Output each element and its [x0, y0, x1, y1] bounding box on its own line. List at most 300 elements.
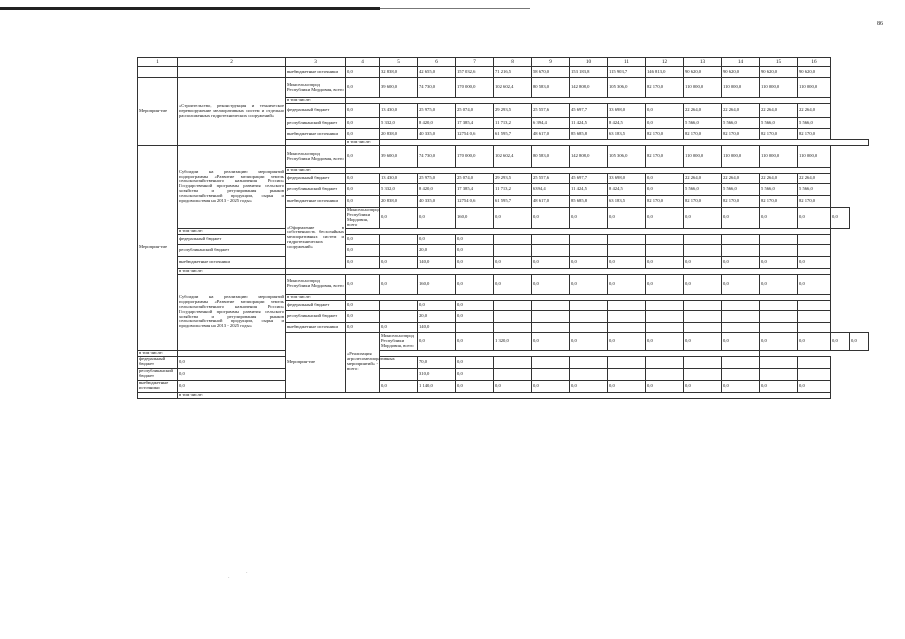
value-cell: 0,0	[380, 208, 418, 229]
value-cell: 0,0	[608, 274, 646, 294]
value-cell: 0,0	[760, 208, 798, 229]
value-cell: 39 600,0	[380, 146, 418, 168]
value-cell: 74 730,0	[418, 146, 456, 168]
value-cell: 170 000,0	[456, 146, 494, 168]
value-cell	[570, 322, 608, 332]
value-cell: 0,0	[684, 380, 722, 392]
header-cell-9: 9	[532, 58, 570, 67]
value-cell: 0,0	[456, 244, 494, 256]
table-row	[138, 392, 869, 398]
value-cell: 0,0	[646, 274, 684, 294]
source-label: Минсельхозпрод Республики Мордовия, всего	[380, 332, 418, 350]
source-label: внебюджетные источники	[286, 196, 346, 208]
source-label: республиканский бюджет	[138, 368, 178, 380]
value-cell: 82 170,0	[760, 196, 798, 208]
value-cell: 5 566,0	[684, 184, 722, 196]
source-label: Минсельхозпрод Республики Мордовия, всего	[286, 78, 346, 98]
source-label: федеральный бюджет	[286, 300, 346, 310]
value-cell: 22 264,0	[798, 174, 831, 184]
value-cell	[646, 356, 684, 368]
source-label: в том числе:	[286, 98, 346, 104]
value-cell: 0,0	[570, 256, 608, 268]
source-label: в том числе:	[138, 350, 178, 356]
value-cell: 0,0	[646, 332, 684, 350]
value-cell: 0,0	[456, 380, 494, 392]
value-cell	[494, 356, 532, 368]
value-cell	[646, 310, 684, 322]
section-label: в том числе:	[178, 392, 286, 398]
value-cell: 0,0	[798, 380, 831, 392]
value-cell	[532, 322, 570, 332]
value-cell: 85 685,8	[570, 196, 608, 208]
value-cell: 110 000,0	[798, 78, 831, 98]
value-cell	[722, 310, 760, 322]
value-cell: 25 557,6	[532, 104, 570, 118]
value-cell: 20 838,0	[380, 196, 418, 208]
empty-cell	[178, 67, 286, 78]
source-label: внебюджетные источники	[138, 380, 178, 392]
value-cell: 0,0	[646, 256, 684, 268]
measure-description: «Реализация агролесомелиоративных мероприятий» - всего:	[346, 332, 380, 392]
value-cell: 0,0	[494, 274, 532, 294]
scan-speck: ·	[228, 576, 230, 581]
value-cell: 0,0	[722, 380, 760, 392]
value-cell: 0,0	[722, 208, 760, 229]
value-cell: 0,0	[684, 256, 722, 268]
header-cell-12: 12	[646, 58, 684, 67]
value-cell: 110 000,0	[684, 78, 722, 98]
header-cell-7: 7	[456, 58, 494, 67]
value-cell	[684, 356, 722, 368]
value-cell: 80 583,0	[532, 146, 570, 168]
value-cell	[380, 244, 418, 256]
value-cell	[570, 368, 608, 380]
value-cell: 142 808,0	[570, 78, 608, 98]
meropriyatie-label: Мероприя-тие	[286, 332, 346, 392]
value-cell: 0,0	[380, 380, 418, 392]
value-cell: 0,0	[178, 368, 286, 380]
empty-cell	[286, 392, 831, 398]
table-row	[138, 78, 869, 98]
section-label: в том числе:	[178, 268, 286, 274]
value-cell: 110 000,0	[722, 146, 760, 168]
value-cell: 0,0	[798, 208, 831, 229]
value-cell: 0,0	[684, 332, 722, 350]
value-cell	[684, 368, 722, 380]
value-cell: 1 140,0	[418, 380, 456, 392]
value-cell: 22 264,0	[722, 104, 760, 118]
value-cell: 0,0	[760, 380, 798, 392]
value-cell	[532, 356, 570, 368]
value-cell: 0,0	[380, 322, 418, 332]
value-cell	[722, 368, 760, 380]
measure-description: «Оформление в собственность бесхозяйных мелиоративных систем и гидротехнических сооружений»	[286, 208, 346, 269]
value-cell: 11 713,2	[494, 184, 532, 196]
value-cell	[646, 368, 684, 380]
header-cell-16: 16	[798, 58, 831, 67]
value-cell: 39 600,0	[380, 78, 418, 98]
value-cell: 82 170,0	[798, 129, 831, 140]
value-cell	[380, 300, 418, 310]
value-cell	[684, 310, 722, 322]
value-cell: 110 000,0	[760, 146, 798, 168]
scan-speck: ·	[246, 571, 248, 576]
value-cell: 0,0	[346, 196, 380, 208]
value-cell: 11 424,5	[570, 184, 608, 196]
value-cell: 22 264,0	[798, 104, 831, 118]
value-cell: 58 670,0	[532, 67, 570, 78]
value-cell: 0,0	[346, 146, 380, 168]
value-cell: 13 430,0	[380, 104, 418, 118]
value-cell: 0,0	[456, 274, 494, 294]
value-cell: 0,0	[346, 174, 380, 184]
table-row	[138, 256, 869, 268]
source-label: Минсельхозпрод Республики Мордовия, всего	[286, 274, 346, 294]
value-cell: 0,0	[178, 356, 286, 368]
value-cell: 0,0	[346, 67, 380, 78]
value-cell	[570, 234, 608, 244]
value-cell	[380, 234, 418, 244]
value-cell: 61 595,7	[494, 129, 532, 140]
value-cell	[760, 322, 798, 332]
value-cell: 0,0	[346, 322, 380, 332]
value-cell: 0,0	[456, 256, 494, 268]
value-cell: 0,0	[532, 274, 570, 294]
value-cell: 82 170,0	[646, 146, 684, 168]
value-cell: 140,0	[418, 322, 456, 332]
value-cell: 0,0	[646, 380, 684, 392]
value-cell: 8 424,5	[608, 118, 646, 129]
measure-description: Субсидии на реализацию мероприятий подпрограммы «Развитие мелиорации земель сельскохозяйственного назначения России» Государственной программы развития сельского хозяйства и регулирования рынков сельскохозяйственной продукции, сырья и продовольствия на 2013 - 2025 годы»	[178, 274, 286, 350]
value-cell: 0,0	[570, 332, 608, 350]
value-cell: 11 713,2	[494, 118, 532, 129]
source-label: республиканский бюджет	[286, 310, 346, 322]
value-cell	[798, 244, 831, 256]
value-cell: 0,0	[494, 256, 532, 268]
value-cell: 20,0	[418, 310, 456, 322]
value-cell	[684, 234, 722, 244]
value-cell: 0,0	[456, 300, 494, 310]
value-cell: 110 000,0	[798, 146, 831, 168]
value-cell: 5 566,0	[798, 118, 831, 129]
value-cell: 8 424,5	[608, 184, 646, 196]
value-cell: 0,0	[798, 332, 831, 350]
header-cell-10: 10	[570, 58, 608, 67]
value-cell	[380, 368, 418, 380]
value-cell: 160,0	[456, 208, 494, 229]
value-cell	[608, 300, 646, 310]
value-cell: 0,0	[346, 300, 380, 310]
value-cell: 22 264,0	[684, 174, 722, 184]
value-cell: 0,0	[418, 208, 456, 229]
value-cell: 0,0	[646, 208, 684, 229]
scan-top-bar	[0, 7, 380, 10]
value-cell: 74 730,0	[418, 78, 456, 98]
value-cell	[722, 356, 760, 368]
value-cell: 0,0	[494, 380, 532, 392]
value-cell: 12754 0,6	[456, 196, 494, 208]
value-cell: 1 320,0	[494, 332, 532, 350]
value-cell: 0,0	[494, 208, 532, 229]
value-cell: 0,0	[346, 104, 380, 118]
value-cell: 0,0	[570, 380, 608, 392]
value-cell: 70,0	[418, 356, 456, 368]
value-cell: 90 620,0	[798, 67, 831, 78]
table-row	[138, 274, 869, 294]
value-cell: 0,0	[532, 332, 570, 350]
value-cell	[798, 356, 831, 368]
value-cell: 142 808,0	[570, 146, 608, 168]
value-cell: 48 617,0	[532, 129, 570, 140]
value-cell	[494, 300, 532, 310]
value-cell: 0,0	[608, 380, 646, 392]
value-cell	[798, 234, 831, 244]
value-cell: 0,0	[722, 256, 760, 268]
value-cell	[570, 244, 608, 256]
value-cell: 0,0	[418, 332, 456, 350]
value-cell	[684, 322, 722, 332]
value-cell	[798, 310, 831, 322]
value-cell: 102 602,4	[494, 146, 532, 168]
measure-description: «Строительство, реконструкция и техническое перевооружение мелиоративных систем и отдельно расположенных гидротехнических сооружений»	[178, 78, 286, 146]
value-cell	[646, 322, 684, 332]
value-cell: 82 170,0	[684, 196, 722, 208]
value-cell	[494, 368, 532, 380]
value-cell	[798, 300, 831, 310]
source-label: республиканский бюджет	[286, 184, 346, 196]
value-cell: 0,0	[380, 274, 418, 294]
value-cell: 110 000,0	[722, 78, 760, 98]
source-label: Минсельхозпрод Республики Мордовия, всего	[347, 207, 381, 227]
source-label: в том числе:	[286, 294, 346, 300]
value-cell: 45 697,7	[570, 174, 608, 184]
value-cell: 0,0	[346, 256, 380, 268]
value-cell	[570, 300, 608, 310]
section-label: в том числе:	[346, 140, 380, 146]
value-cell: 82 170,0	[646, 129, 684, 140]
value-cell: 8 420,0	[418, 184, 456, 196]
value-cell: 0,0	[532, 256, 570, 268]
value-cell: 71 216,5	[494, 67, 532, 78]
value-cell: 42 655,0	[418, 67, 456, 78]
value-cell: 82 170,0	[760, 129, 798, 140]
value-cell: 12754 0,6	[456, 129, 494, 140]
value-cell: 61 595,7	[494, 196, 532, 208]
header-cell-1: 1	[138, 58, 178, 67]
value-cell: 82 170,0	[646, 196, 684, 208]
value-cell: 5 566,0	[722, 184, 760, 196]
empty-cell	[138, 392, 178, 398]
value-cell: 102 602,4	[494, 78, 532, 98]
source-label: в том числе:	[178, 228, 286, 234]
value-cell: 0,0	[646, 104, 684, 118]
value-cell	[608, 322, 646, 332]
header-cell-15: 15	[760, 58, 798, 67]
value-cell	[494, 322, 532, 332]
value-cell: 0,0	[608, 256, 646, 268]
value-cell	[570, 310, 608, 322]
page-number: 86	[877, 21, 883, 27]
value-cell: 20,0	[418, 244, 456, 256]
value-cell: 140,0	[418, 256, 456, 268]
value-cell	[380, 310, 418, 322]
value-cell: 25 557,6	[532, 174, 570, 184]
value-cell	[760, 300, 798, 310]
value-cell	[532, 244, 570, 256]
value-cell: 0,0	[684, 274, 722, 294]
value-cell: 110 000,0	[760, 78, 798, 98]
value-cell	[532, 234, 570, 244]
value-cell: 22 264,0	[760, 174, 798, 184]
value-cell: 82 170,0	[722, 129, 760, 140]
value-cell: 8 420,0	[418, 118, 456, 129]
value-cell	[456, 322, 494, 332]
value-cell: 0,0	[178, 380, 286, 392]
value-cell	[722, 244, 760, 256]
value-cell: 85 685,8	[570, 129, 608, 140]
value-cell	[684, 300, 722, 310]
value-cell: 90 620,0	[684, 67, 722, 78]
header-cell-5: 5	[380, 58, 418, 67]
value-cell: 25 975,0	[418, 174, 456, 184]
value-cell: 63 183,5	[608, 196, 646, 208]
value-cell: 0,0	[646, 118, 684, 129]
value-cell	[494, 234, 532, 244]
value-cell: 0,0	[418, 234, 456, 244]
source-label: в том числе:	[286, 168, 346, 174]
value-cell: 0,0	[608, 332, 646, 350]
value-cell: 153 183,8	[570, 67, 608, 78]
value-cell: 90 620,0	[760, 67, 798, 78]
value-cell	[608, 244, 646, 256]
value-cell: 20 838,0	[380, 129, 418, 140]
value-cell: 40 335,0	[418, 129, 456, 140]
value-cell	[570, 356, 608, 368]
value-cell: 157 032,6	[456, 67, 494, 78]
source-label: федеральный бюджет	[286, 104, 346, 118]
meropriyatie-label: Мероприя-тие	[138, 78, 178, 146]
source-label: внебюджетные источники	[286, 322, 346, 332]
value-cell	[798, 322, 831, 332]
value-cell: 0,0	[346, 274, 380, 294]
value-cell	[798, 368, 831, 380]
value-cell: 0,0	[760, 332, 798, 350]
value-cell: 13 430,0	[380, 174, 418, 184]
value-cell: 25 074,0	[456, 104, 494, 118]
value-cell	[760, 310, 798, 322]
source-label: республиканский бюджет	[178, 244, 286, 256]
table-row	[138, 67, 869, 78]
source-label: внебюджетные источники	[286, 67, 346, 78]
value-cell: 82 170,0	[646, 78, 684, 98]
value-cell: 82 170,0	[798, 196, 831, 208]
value-cell	[722, 234, 760, 244]
value-cell: 0,0	[380, 256, 418, 268]
value-cell: 25 074,0	[456, 174, 494, 184]
value-cell: 0,0	[798, 256, 831, 268]
value-cell: 170 000,0	[456, 78, 494, 98]
value-cell: 110 000,0	[684, 146, 722, 168]
value-cell: 0,0	[722, 274, 760, 294]
scan-top-line	[380, 8, 530, 9]
value-cell: 0,0	[418, 300, 456, 310]
source-label: федеральный бюджет	[178, 234, 286, 244]
header-cell-6: 6	[418, 58, 456, 67]
value-cell	[608, 368, 646, 380]
header-cell-8: 8	[494, 58, 532, 67]
value-cell: 146 813,0	[646, 67, 684, 78]
value-cell: 5 566,0	[760, 184, 798, 196]
value-cell: 105 306,0	[608, 78, 646, 98]
value-cell: 5 332,0	[380, 118, 418, 129]
value-cell: 90 620,0	[722, 67, 760, 78]
source-label: федеральный бюджет	[286, 174, 346, 184]
value-cell	[608, 356, 646, 368]
value-cell	[532, 310, 570, 322]
value-cell: 0,0	[570, 274, 608, 294]
value-cell: 0,0	[760, 256, 798, 268]
value-cell: 33 698,0	[608, 104, 646, 118]
value-cell: 48 617,0	[532, 196, 570, 208]
value-cell: 22 264,0	[684, 104, 722, 118]
value-cell: 0,0	[532, 380, 570, 392]
value-cell	[722, 300, 760, 310]
table-row	[138, 356, 869, 368]
value-cell	[608, 234, 646, 244]
value-cell	[722, 322, 760, 332]
value-cell	[646, 234, 684, 244]
value-cell: 82 170,0	[684, 129, 722, 140]
value-cell: 6394,4	[532, 184, 570, 196]
value-cell: 82 170,0	[722, 196, 760, 208]
value-cell: 310,0	[418, 368, 456, 380]
table-row	[138, 368, 869, 380]
value-cell: 0,0	[346, 118, 380, 129]
value-cell: 32 838,0	[380, 67, 418, 78]
value-cell	[760, 244, 798, 256]
value-cell: 40 335,0	[418, 196, 456, 208]
value-cell: 0,0	[798, 274, 831, 294]
value-cell: 0,0	[608, 208, 646, 229]
header-cell-14: 14	[722, 58, 760, 67]
header-cell-11: 11	[608, 58, 646, 67]
value-cell: 0,0	[850, 332, 869, 350]
value-cell	[494, 310, 532, 322]
value-cell: 29 293,5	[494, 174, 532, 184]
value-cell: 0,0	[760, 274, 798, 294]
empty-cell	[138, 67, 178, 78]
value-cell: 0,0	[570, 208, 608, 229]
value-cell	[684, 244, 722, 256]
value-cell: 0,0	[646, 184, 684, 196]
value-cell: 0,0	[346, 244, 380, 256]
source-label: внебюджетные источники	[286, 129, 346, 140]
table-header-row	[138, 58, 869, 67]
value-cell: 0,0	[831, 208, 850, 229]
value-cell: 22 264,0	[722, 174, 760, 184]
value-cell	[532, 368, 570, 380]
value-cell	[760, 234, 798, 244]
value-cell	[760, 368, 798, 380]
value-cell: 0,0	[456, 368, 494, 380]
value-cell: 0,0	[346, 234, 380, 244]
value-cell: 80 583,0	[532, 78, 570, 98]
source-label: республиканский бюджет	[286, 118, 346, 129]
measure-description: Субсидии на реализацию мероприятий подпрограммы «Развитие мелиорации земель сельскохозяйственного назначения России» Государственной программы развития сельского хозяйства и регулирования рынков сельскохозяйственной продукции, сырья и продовольствия на 2013 - 2025 годы»	[178, 146, 286, 229]
value-cell: 0,0	[456, 310, 494, 322]
value-cell: 0,0	[346, 310, 380, 322]
table-row	[138, 234, 869, 244]
